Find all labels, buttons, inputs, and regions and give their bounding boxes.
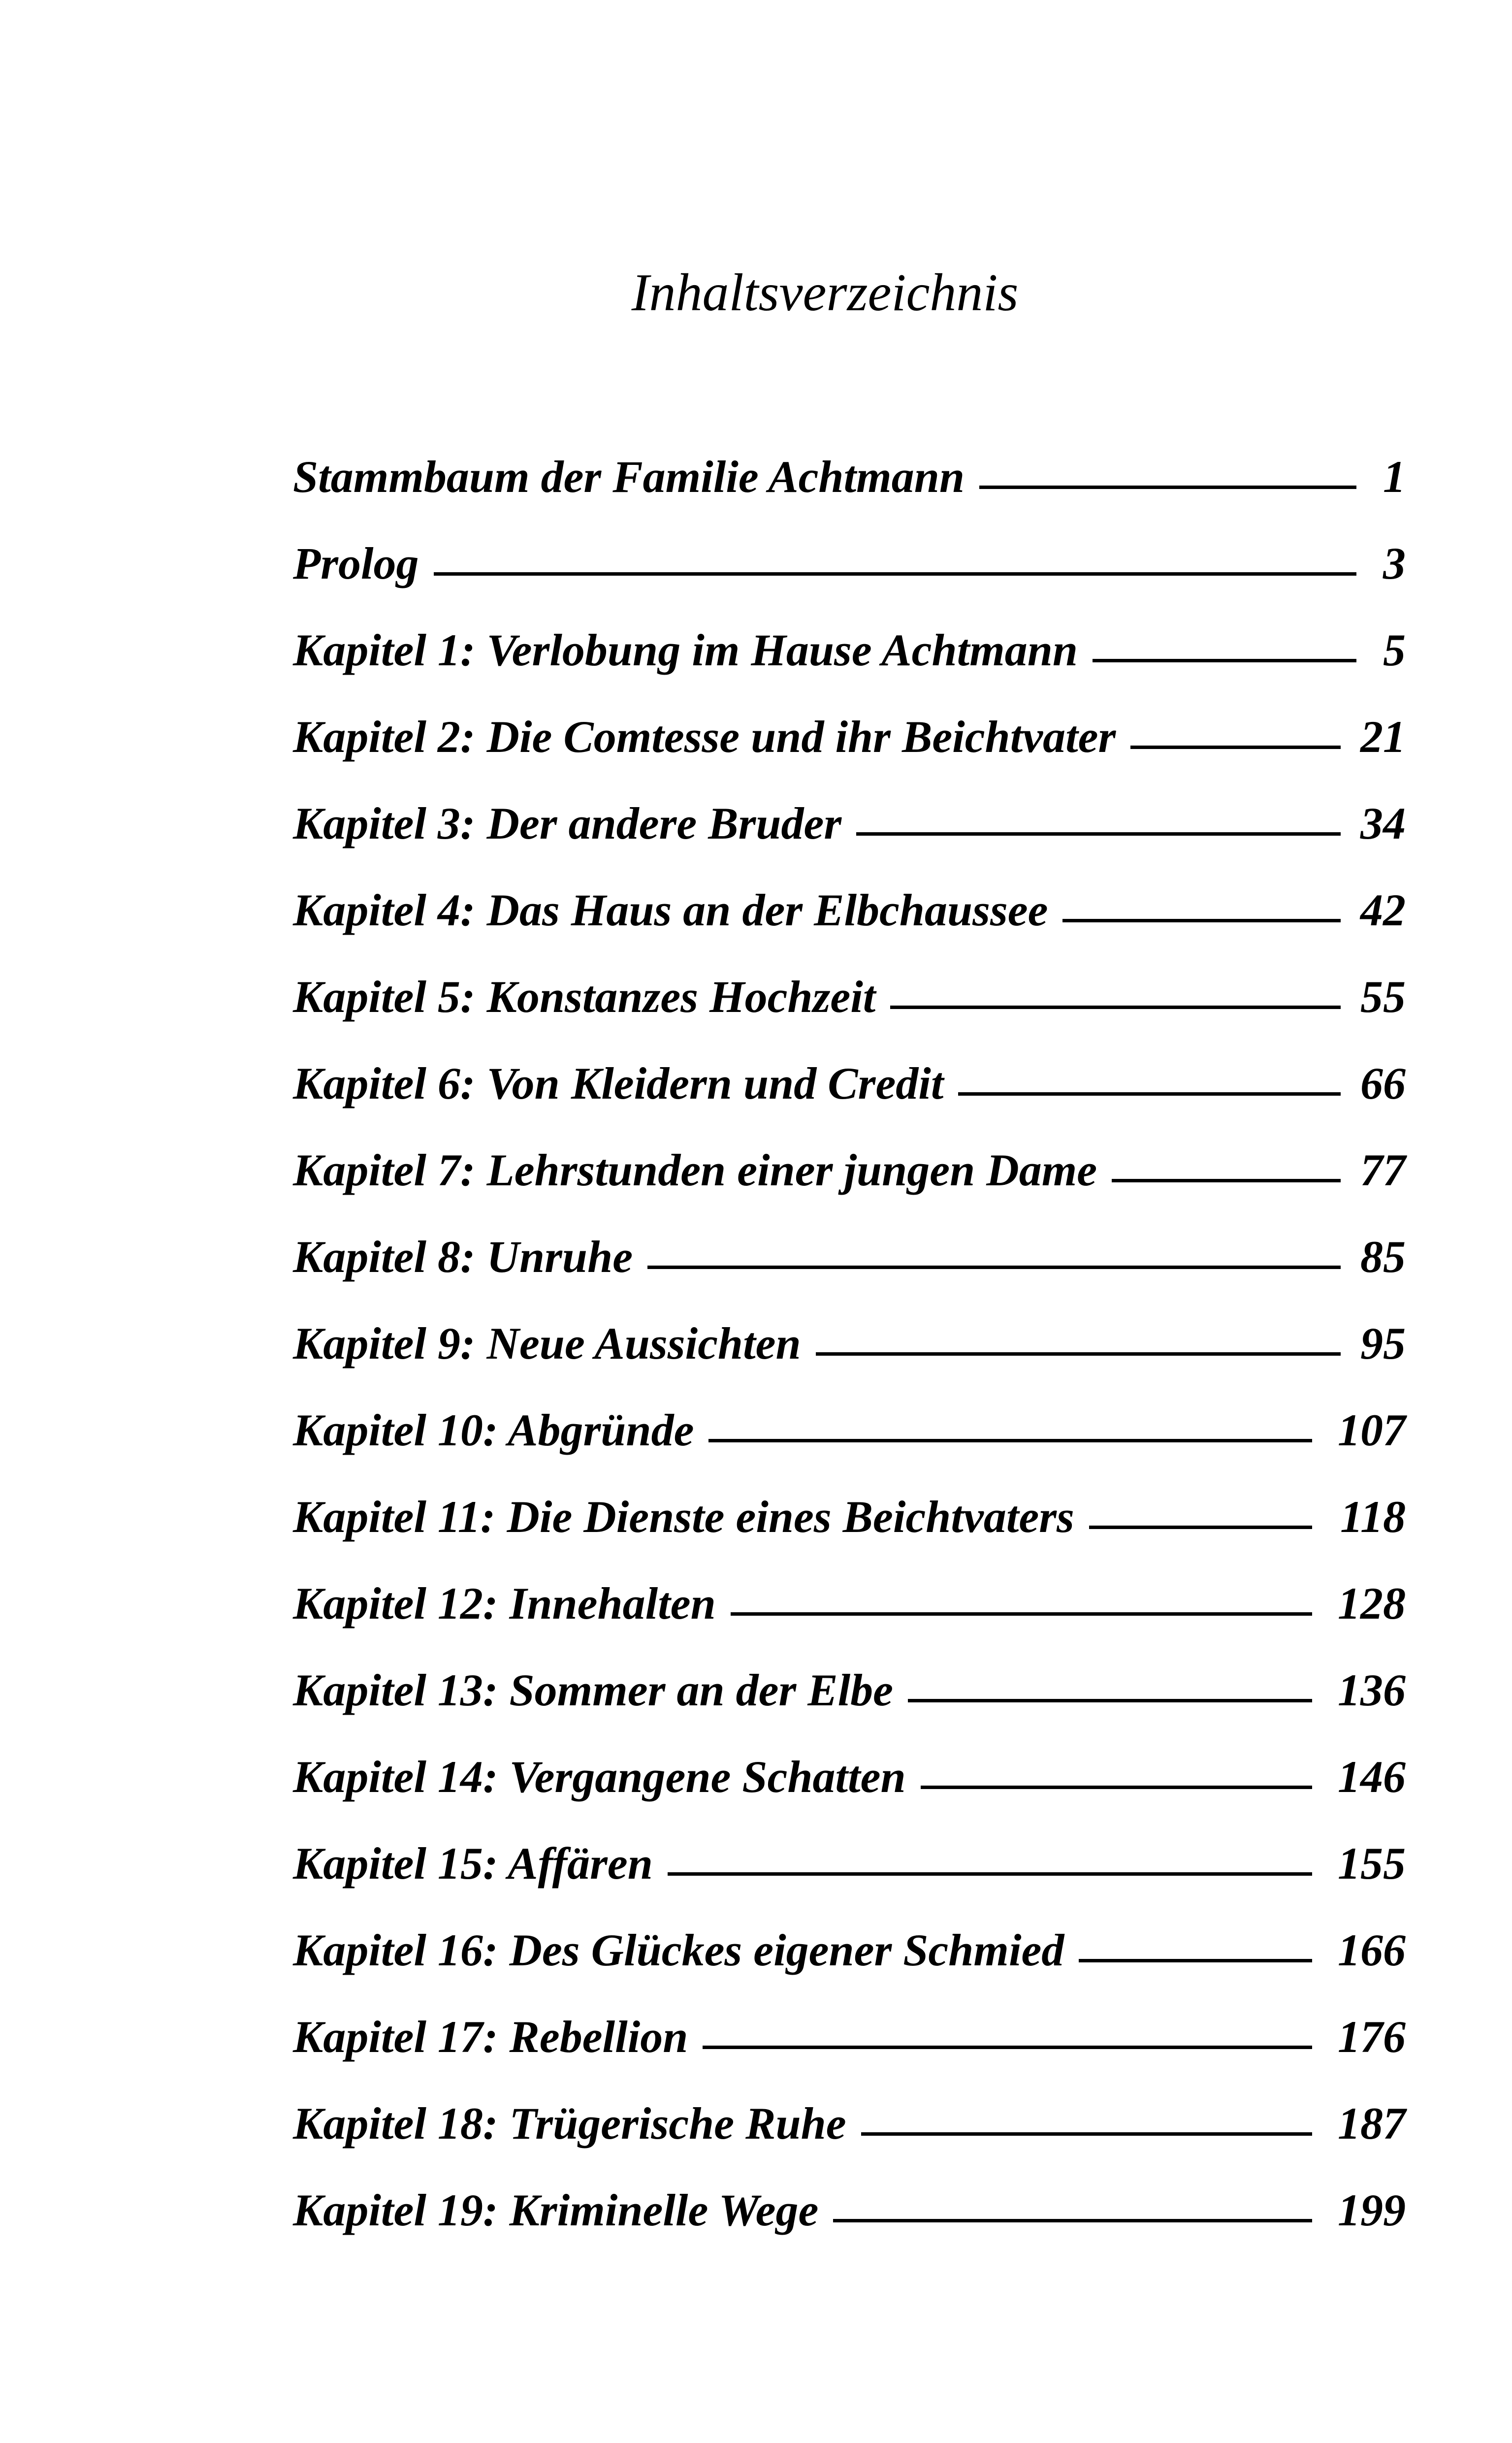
toc-entry-page-number: 66 — [1360, 1058, 1406, 1108]
toc-entry-label: Stammbaum der Familie Achtmann — [293, 452, 965, 502]
toc-entry — [293, 520, 1406, 607]
toc-leader-line — [908, 1699, 1312, 1702]
toc-leader-line — [731, 1612, 1312, 1616]
toc-entry-page-number: 5 — [1383, 625, 1406, 675]
toc-entry-label: Kapitel 9: Neue Aussichten — [293, 1318, 801, 1368]
toc-leader-line — [833, 2219, 1312, 2222]
toc-leader-line — [1112, 1179, 1341, 1182]
toc-entry-page-number: 128 — [1338, 1578, 1406, 1629]
toc-leader-line — [1130, 746, 1341, 749]
toc-entry — [293, 607, 1406, 693]
toc-entry-label: Kapitel 17: Rebellion — [293, 2012, 688, 2062]
toc-entry-page-number: 42 — [1360, 885, 1406, 935]
toc-entry-label: Prolog — [293, 538, 419, 588]
toc-entry — [293, 1473, 1406, 1560]
toc-entry — [293, 2167, 1406, 2253]
toc-entry-page-number: 21 — [1360, 712, 1406, 762]
toc-entry-page-number: 3 — [1383, 538, 1406, 588]
toc-leader-line — [708, 1439, 1312, 1442]
toc-leader-line — [703, 2046, 1312, 2049]
toc-entry-label: Kapitel 10: Abgründe — [293, 1405, 694, 1455]
toc-entry-label: Kapitel 6: Von Kleidern und Credit — [293, 1058, 944, 1108]
toc-entry — [293, 1387, 1406, 1473]
toc-entry — [293, 1300, 1406, 1387]
toc-entry — [293, 780, 1406, 867]
toc-entry-label: Kapitel 7: Lehrstunden einer jungen Dame — [293, 1145, 1097, 1195]
toc-leader-line — [816, 1352, 1341, 1356]
toc-entry — [293, 1127, 1406, 1213]
toc-entry — [293, 1993, 1406, 2080]
toc-leader-line — [921, 1786, 1312, 1789]
toc-leader-line — [861, 2132, 1312, 2136]
toc-entry — [293, 867, 1406, 953]
toc-entry-page-number: 199 — [1338, 2185, 1406, 2235]
toc-entry-page-number: 55 — [1360, 972, 1406, 1022]
toc-leader-line — [1079, 1959, 1312, 1962]
toc-entry-page-number: 146 — [1338, 1752, 1406, 1802]
toc-leader-line — [1093, 659, 1356, 662]
toc-entry-label: Kapitel 4: Das Haus an der Elbchaussee — [293, 885, 1048, 935]
toc-entry-label: Kapitel 14: Vergangene Schatten — [293, 1752, 906, 1802]
toc-leader-line — [434, 572, 1356, 576]
page-title: Inhaltsverzeichnis — [631, 263, 1019, 322]
toc-leader-line — [979, 486, 1356, 489]
toc-entry-page-number: 85 — [1360, 1232, 1406, 1282]
toc-leader-line — [647, 1266, 1341, 1269]
toc-entry-label: Kapitel 16: Des Glückes eigener Schmied — [293, 1925, 1064, 1975]
toc-entry-label: Kapitel 13: Sommer an der Elbe — [293, 1665, 893, 1715]
toc-entry-page-number: 77 — [1360, 1145, 1406, 1195]
toc-entry-page-number: 107 — [1338, 1405, 1406, 1455]
toc-entry — [293, 1820, 1406, 1907]
toc-entry — [293, 2080, 1406, 2167]
toc-entry-label: Kapitel 11: Die Dienste eines Beichtvaters — [293, 1492, 1074, 1542]
toc-entry — [293, 1560, 1406, 1647]
toc-entry — [293, 433, 1406, 520]
toc-leader-line — [1089, 1526, 1312, 1529]
toc-entry — [293, 1647, 1406, 1733]
toc-entry — [293, 1040, 1406, 1127]
toc-entry-label: Kapitel 8: Unruhe — [293, 1232, 633, 1282]
toc-entry-page-number: 166 — [1338, 1925, 1406, 1975]
toc-entry — [293, 1733, 1406, 1820]
toc-entry — [293, 953, 1406, 1040]
toc-entry-page-number: 95 — [1360, 1318, 1406, 1368]
toc-entry — [293, 1213, 1406, 1300]
toc-entry-page-number: 187 — [1338, 2098, 1406, 2149]
toc-leader-line — [856, 832, 1341, 836]
toc-entry — [293, 1907, 1406, 1993]
toc-entry-label: Kapitel 18: Trügerische Ruhe — [293, 2098, 846, 2149]
toc-entry-page-number: 176 — [1338, 2012, 1406, 2062]
toc-entry — [293, 693, 1406, 780]
toc-leader-line — [1062, 919, 1341, 922]
toc-entry-page-number: 34 — [1360, 798, 1406, 848]
toc-entry-label: Kapitel 2: Die Comtesse und ihr Beichtvater — [293, 712, 1116, 762]
toc-leader-line — [668, 1872, 1312, 1876]
toc-entry-label: Kapitel 3: Der andere Bruder — [293, 798, 842, 848]
toc-entry-label: Kapitel 19: Kriminelle Wege — [293, 2185, 819, 2235]
toc-entry-label: Kapitel 12: Innehalten — [293, 1578, 716, 1629]
table-of-contents — [293, 433, 1406, 2253]
toc-entry-page-number: 155 — [1338, 1838, 1406, 1889]
toc-entry-page-number: 136 — [1338, 1665, 1406, 1715]
toc-entry-label: Kapitel 15: Affären — [293, 1838, 653, 1889]
toc-entry-label: Kapitel 5: Konstanzes Hochzeit — [293, 972, 876, 1022]
toc-leader-line — [958, 1092, 1341, 1096]
toc-leader-line — [890, 1006, 1341, 1009]
toc-entry-page-number: 1 — [1383, 452, 1406, 502]
toc-entry-label: Kapitel 1: Verlobung im Hause Achtmann — [293, 625, 1078, 675]
toc-entry-page-number: 118 — [1340, 1492, 1406, 1542]
